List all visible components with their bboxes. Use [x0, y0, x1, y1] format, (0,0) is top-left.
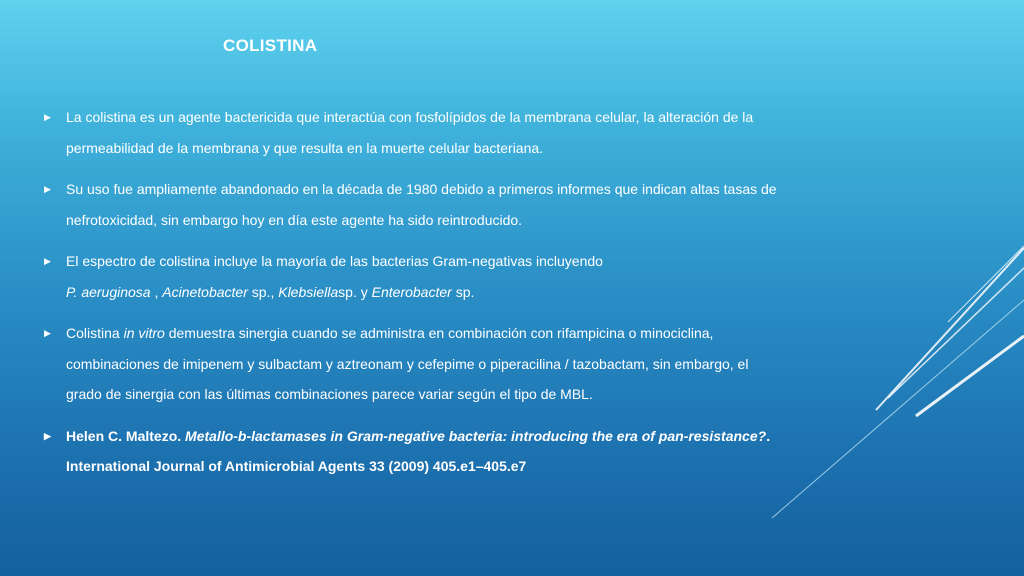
deco-line-1	[772, 300, 1024, 518]
bullet-text-pre: Colistina	[66, 325, 124, 341]
reference-author: Helen C. Maltezo.	[66, 427, 186, 444]
bullet-text: La colistina es un agente bactericida que interactúa con fosfolípidos de la membrana celular, la alteración de la permeabilidad de la membrana y que resulta en la muerte celular bacteriana.	[66, 109, 754, 156]
bullet-item-history	[44, 174, 784, 235]
bullet-item-reference	[44, 421, 784, 482]
species-name: Klebsiella	[278, 283, 339, 300]
bullet-item-spectrum	[44, 246, 784, 307]
bullet-list	[44, 102, 784, 493]
deco-line-2	[876, 248, 1024, 410]
bullet-text-italic: in vitro	[123, 325, 165, 341]
species-name: P. aeruginosa	[66, 283, 151, 300]
species-separator: sp. y	[338, 283, 372, 300]
bullet-text: El espectro de colistina incluye la mayoría de las bacterias Gram-negativas incluyendo	[66, 253, 603, 269]
deco-line-4	[948, 246, 1024, 322]
triangle-right-icon: ▶	[44, 328, 51, 338]
species-name: Acinetobacter	[162, 283, 248, 300]
bullet-item-mechanism	[44, 102, 784, 163]
triangle-right-icon: ▶	[44, 256, 51, 266]
triangle-right-icon: ▶	[44, 112, 51, 122]
reference-article-title: Metallo-b-lactamases in Gram-negative bacteria: introducing the era of pan-resistance?	[185, 427, 767, 444]
bullet-item-synergy	[44, 318, 784, 410]
species-separator: ,	[150, 283, 163, 300]
species-name: Enterobacter	[371, 283, 452, 300]
species-line	[66, 277, 784, 308]
slide-title: COLISTINA	[223, 36, 318, 55]
deco-line-5	[916, 336, 1024, 416]
bullet-text-post: demuestra sinergia cuando se administra en combinación con rifampicina o minociclina, combinaciones de imipenem y sulbactam y aztreonam y cefepime o piperacilina / tazobactam, sin embargo, el grado de sinergia con las últimas combinaciones parece variar según el tipo de MBL.	[66, 325, 749, 402]
species-separator: sp.,	[247, 283, 279, 300]
triangle-right-icon: ▶	[44, 430, 51, 441]
triangle-right-icon: ▶	[44, 184, 51, 194]
bullet-text: Su uso fue ampliamente abandonado en la década de 1980 debido a primeros informes que indican altas tasas de nefrotoxicidad, sin embargo hoy en día este agente ha sido reintroducido.	[66, 181, 777, 228]
reference-journal: . International Journal of Antimicrobial Agents 33 (2009) 405.e1–405.e7	[66, 427, 771, 474]
species-separator: sp.	[451, 283, 475, 300]
deco-line-3	[888, 268, 1024, 398]
